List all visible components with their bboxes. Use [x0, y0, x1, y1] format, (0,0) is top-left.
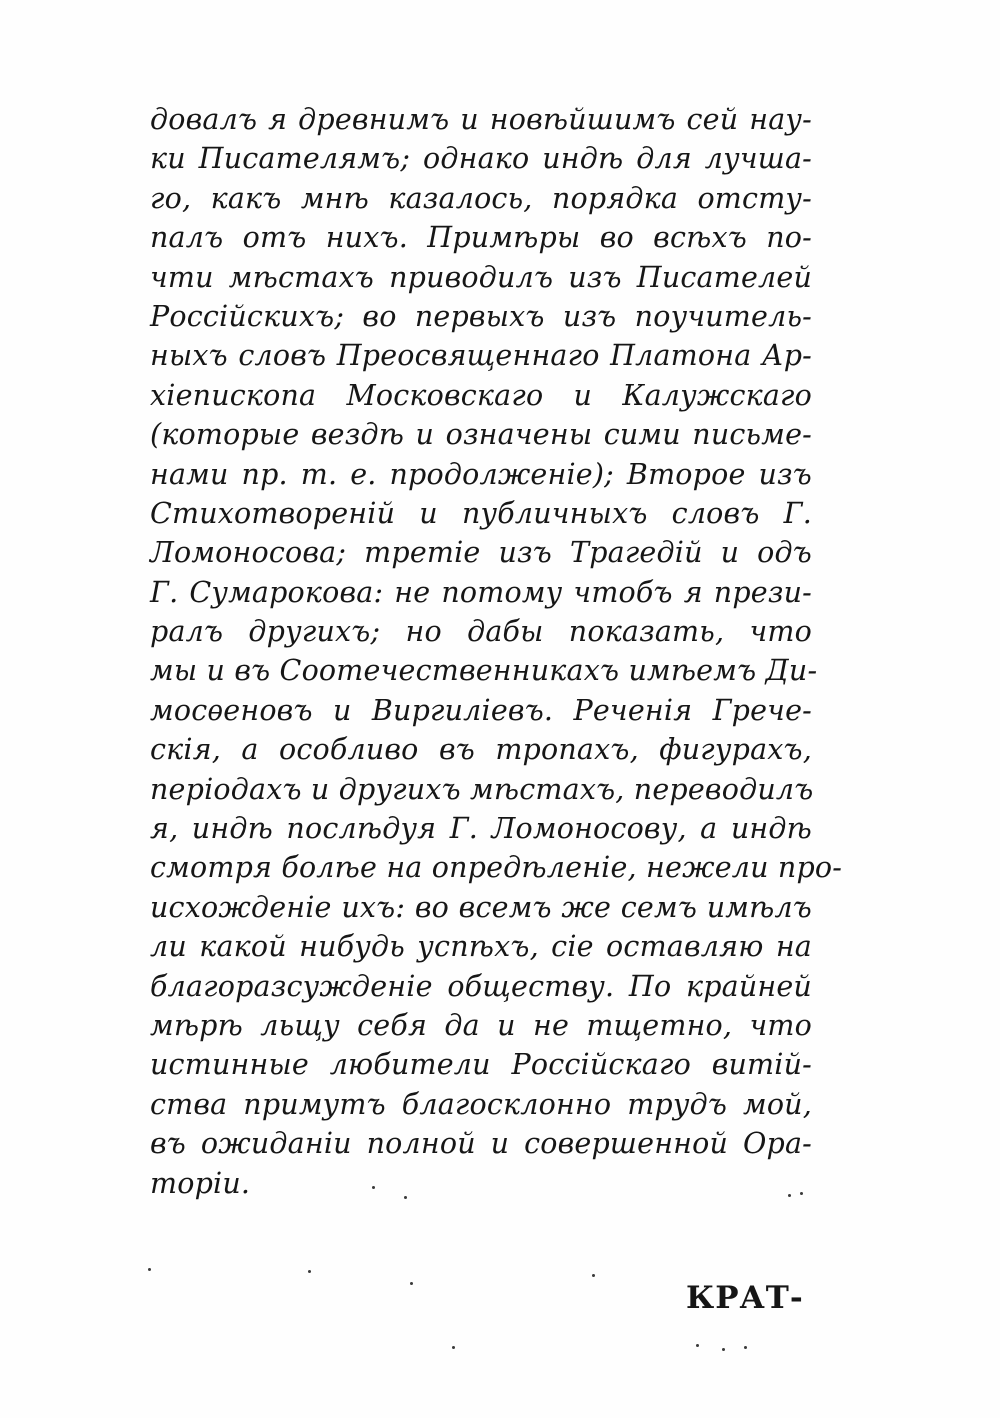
scan-speck	[410, 1282, 413, 1285]
text-line: я, индѣ послѣдуя Г. Ломоносову, а индѣ	[150, 812, 812, 846]
text-line: довалъ я древнимъ и новѣйшимъ сей нау-	[150, 103, 812, 136]
text-line: ныхъ словъ Преосвященнаго Платона Ар-	[150, 339, 812, 373]
text-line: палъ отъ нихъ. Примѣры во всѣхъ по-	[150, 221, 812, 255]
scan-speck	[800, 1192, 803, 1195]
text-line: исхожденіе ихъ: во всемъ же семъ имѣлъ	[150, 890, 812, 924]
scan-speck	[722, 1348, 725, 1351]
text-line: скія, а особливо въ тропахъ, фигурахъ,	[150, 733, 812, 767]
scan-speck	[788, 1194, 791, 1197]
text-line: (которые вездѣ и означены сими письме-	[150, 418, 812, 452]
scan-speck	[452, 1346, 455, 1349]
scan-speck	[308, 1270, 311, 1273]
text-line: благоразсужденіе обществу. По крайней	[150, 969, 812, 1003]
scan-speck	[696, 1344, 699, 1347]
text-line: мосѳеновъ и Виргиліевъ. Реченія Грече-	[150, 693, 812, 727]
text-line: Россійскихъ; во первыхъ изъ поучитель-	[150, 299, 812, 333]
text-line: хіепископа Московскаго и Калужскаго	[150, 378, 812, 412]
scan-speck	[372, 1186, 375, 1189]
text-line: періодахъ и другихъ мѣстахъ, переводилъ	[150, 772, 814, 806]
body-text	[150, 100, 843, 1203]
text-line: го, какъ мнѣ казалось, порядка отсту-	[150, 181, 812, 215]
text-line: ки Писателямъ; однако индѣ для лучша-	[150, 142, 812, 176]
scan-speck	[404, 1196, 407, 1199]
catchword: КРАТ-	[686, 1280, 804, 1316]
text-line: торіи.	[150, 1166, 251, 1200]
text-line: мы и въ Соотечественникахъ имѣемъ Ди-	[150, 654, 818, 688]
text-line: мѣрѣ льщу себя да и не тщетно, что	[150, 1008, 812, 1042]
text-line: истинные любители Россійскаго витій-	[150, 1048, 812, 1082]
scan-speck	[592, 1274, 595, 1277]
text-line: ралъ другихъ; но дабы показать, что	[150, 615, 812, 649]
text-line: смотря болѣе на опредѣленіе, нежели про-	[150, 851, 843, 885]
text-line: Ломоносова; третіе изъ Трагедій и одъ	[150, 536, 812, 570]
scan-speck	[148, 1268, 151, 1271]
text-line: Г. Сумарокова: не потому чтобъ я прези-	[150, 575, 812, 609]
text-line: нами пр. т. е. продолженіе); Второе изъ	[150, 457, 812, 491]
scan-speck	[744, 1346, 747, 1349]
text-line: въ ожиданіи полной и совершенной Ора-	[150, 1127, 812, 1161]
text-line: ства примутъ благосклонно трудъ мой,	[150, 1087, 812, 1121]
text-line: Стихотвореній и публичныхъ словъ Г.	[150, 496, 812, 530]
text-line: ли какой нибудь успѣхъ, сіе оставляю на	[150, 930, 812, 964]
text-line: чти мѣстахъ приводилъ изъ Писателей	[150, 260, 812, 294]
